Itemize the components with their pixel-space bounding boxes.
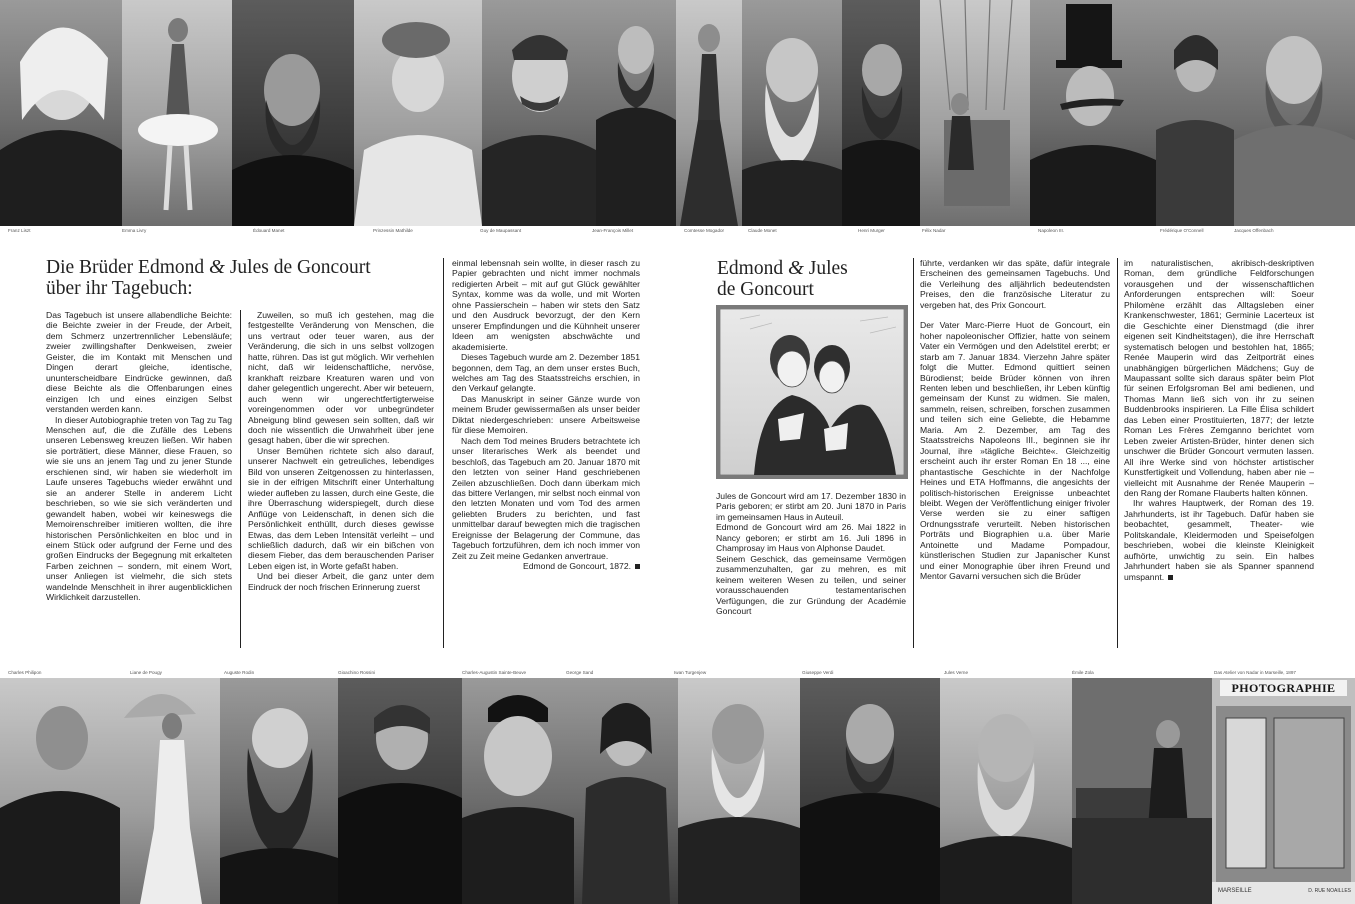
left-title-ampersand: & xyxy=(209,256,225,278)
caption-philipon: Charles Philipon xyxy=(8,670,42,675)
portrait-photo-sand xyxy=(574,678,678,904)
portrait-photo-zola xyxy=(1072,678,1212,904)
studio-caption-right: D. RUE NOAILLES xyxy=(1308,888,1351,894)
right-page-title xyxy=(717,258,848,300)
end-mark xyxy=(635,564,640,569)
portrait-photo-verdi xyxy=(800,678,940,904)
portrait-photo-nadar xyxy=(920,0,1030,226)
column-divider xyxy=(443,258,444,648)
lede-jules: Jules de Goncourt wird am 17. Dezember 1830 in Paris geboren; er stirbt am 20. Juni 1870 in Paris im gemeinsamen Haus in Auteuil. xyxy=(716,491,906,522)
column-divider xyxy=(240,310,241,648)
portrait-photo-millet xyxy=(596,0,676,226)
caption-nadar: Félix Nadar xyxy=(922,228,946,233)
paragraph: Und bei dieser Arbeit, die ganz unter dem Eindruck der noch frischen Erinnerung zuerst xyxy=(248,571,434,592)
column-divider xyxy=(1117,258,1118,648)
right-column-3 xyxy=(1124,258,1314,650)
paragraph: Zuweilen, so muß ich gestehen, mag die festgestellte Veränderung von Menschen, die uns vertraut oder teuer waren, aus der Veränderung, die sich in uns selbst vollzogen hatte, rühren. Das ist gut möglich. Wir verhehlen nicht, daß wir leidenschaftliche, nervöse, krankhaft reizbare Kreaturen waren und von daher gelegentlich ungerecht. Aber wir beteuern, auch wenn wir ungerechtfertigterweise voreingenommen oder vor unbegründeter Abneigung blind gewesen sein sollten, daß wir doch nie wissentlich die Unwahrheit über jene gesagt haben, über die wir sprechen. xyxy=(248,310,434,446)
caption-millet: Jean-François Millet xyxy=(592,228,634,233)
caption-oconnell: Frédérique O'Connell xyxy=(1160,228,1204,233)
right-title-part2: Jules xyxy=(803,258,848,279)
left-column-1 xyxy=(46,310,232,650)
portrait-photo-murger xyxy=(842,0,920,226)
caption-verdi: Giuseppe Verdi xyxy=(802,670,834,675)
lede-edmond: Edmond de Goncourt wird am 26. Mai 1822 in Nancy geboren; er stirbt am 16. Juli 1896 in Champrosay im Haus von Alphonse Daudet. xyxy=(716,522,906,554)
caption-maupassant: Guy de Maupassant xyxy=(480,228,522,233)
right-title-ampersand: & xyxy=(787,257,804,279)
paragraph: Das Manuskript in seiner Gänze wurde von meinem Bruder gewissermaßen als unser beider Diktat niedergeschrieben: unsere Arbeitsweise für diese Memoiren. xyxy=(452,393,640,436)
paragraph-text: Ihr wahres Hauptwerk, der Roman des 19. Jahrhunderts, ist ihr Tagebuch. Dafür haben sie beobachtet, gesammelt, Theater- wie Politskandale, Kleidermoden und Speisefolgen beschrieben, wobei die kleinste Kleinigkeit aufhörte, unwichtig zu sein. Ein halbes Jahrhundert haben sie als Spanner spannend umspannt. xyxy=(1124,498,1314,582)
portrait-photo-manet xyxy=(232,0,354,226)
right-lede xyxy=(716,491,906,616)
paragraph xyxy=(1124,498,1314,582)
caption-manet: Édouard Manet xyxy=(253,228,285,233)
paragraph: In dieser Autobiographie treten von Tag zu Tag Menschen auf, die die Zufälle des Lebens unseren Lebensweg kreuzen ließen. Wir haben sie porträtiert, diese Männer, diese Frauen, so wie sie uns an jenem Tag und zu jener Stunde erschienen sind, wir haben sie wiederholt im Laufe unseres Tagebuchs wieder erwähnt und sie an anderer Stelle in anderem Licht beschrieben, so wie sie sich veränderten und gewandelt haben, wobei wir keineswegs die Memoirenschreiber imitieren wollten, die ihre historischen Persönlichkeiten en bloc und in einem Stück oder aufgrund der Ferne und des großen Eindrucks der Begegnung mit erkalteten Farben zeichnen – sondern, mit einem Wort, unser Anliegen ist vielmehr, die sich stets wandelnde Menschheit in ihrer augenblicklichen Wirklichkeit darzustellen. xyxy=(46,414,232,603)
portrait-photo-turgenjew xyxy=(678,678,800,904)
studio-sign: PHOTOGRAPHIE xyxy=(1220,680,1347,696)
left-title-line2: über ihr Tagebuch: xyxy=(46,278,193,299)
portrait-photo-verne xyxy=(940,678,1072,904)
portrait-photo-monet xyxy=(742,0,842,226)
caption-sand: George Sand xyxy=(566,670,594,675)
portrait-photo-pougy xyxy=(120,678,220,904)
portrait-photo-livry xyxy=(122,0,232,226)
caption-pougy: Liane de Pougy xyxy=(130,670,162,675)
portrait-photo-maupassant xyxy=(482,0,596,226)
caption-murger: Henri Murger xyxy=(858,228,885,233)
right-title-line2: de Goncourt xyxy=(717,279,814,300)
caption-mogador: Comtesse Mogador xyxy=(684,228,725,233)
caption-rodin: Auguste Rodin xyxy=(224,670,255,675)
caption-turgenjew: Iwan Turgenjew xyxy=(674,670,707,675)
portrait-photo-offenbach xyxy=(1234,0,1355,226)
right-title-part1: Edmond xyxy=(717,258,788,279)
left-title-part2: Jules de Goncourt xyxy=(224,257,371,278)
caption-livry: Emma Livry xyxy=(122,228,147,233)
caption-rossini: Gioachino Rossini xyxy=(338,670,376,675)
goncourt-brothers-engraving xyxy=(716,305,908,479)
caption-monet: Claude Monet xyxy=(748,228,777,233)
paragraph: Unser Bemühen richtete sich also darauf, unserer Nachwelt ein getreuliches, lebendiges Bild von unseren Zeitgenossen zu hinterlassen, sie in der eifrigen Mitschrift einer Unterhaltung wieder aufleben zu lassen, durch eine Geste, die ihre Überraschung widerspiegelt, durch diese Anflüge von Leidenschaft, in denen sich die Persönlichkeit enthüllt, durch dieses gewisse Etwas, das dem Leben Intensität verleiht – und schließlich dadurch, daß wir ein bißchen von diesem Fieber, das dem berauschenden Pariser Leben eigen ist, in Worte gefaßt haben. xyxy=(248,445,434,571)
lede-inheritance: Seinem Geschick, das gemeinsame Vermögen zusammenzuhalten, gar zu mehren, es mit keinem weiteren Wesen zu teilen, und seiner vorausschauenden testamentarischen Verfügungen, die zur Gründung der Académie Goncourt xyxy=(716,553,906,616)
left-page-title xyxy=(46,257,371,299)
column-divider xyxy=(913,258,914,648)
portrait-photo-liszt xyxy=(0,0,122,226)
paragraph: einmal lebensnah sein wollte, in dieser rasch zu Papier gebrachten und nicht immer nochmals redigierten Arbeit – mit auf gut Glück gewählter Syntax, komme was da wolle, und mit Worten ohne Passierschein – haben wir stets den Satz und den Ausdruck bevorzugt, der den Kern unserer Empfindungen und die Kühnheit unserer Ideen am wenigsten abschwächte und akademisierte. xyxy=(452,258,640,352)
caption-napoleon: Napoleon III. xyxy=(1038,228,1065,233)
right-column-2 xyxy=(920,258,1110,650)
left-title-part1: Die Brüder Edmond xyxy=(46,257,210,278)
left-column-2 xyxy=(248,310,434,650)
portrait-photo-oconnell xyxy=(1156,0,1234,226)
caption-zola: Émile Zola xyxy=(1072,670,1094,675)
portrait-photo-philipon xyxy=(0,678,120,904)
caption-nadar-studio: Das Atelier von Nadar in Marseille, 1897 xyxy=(1214,670,1296,675)
nadar-studio-photo xyxy=(1212,678,1355,904)
portrait-photo-napoleon xyxy=(1030,0,1156,226)
studio-caption-left: MARSEILLE xyxy=(1218,888,1252,894)
paragraph: führte, verdanken wir das späte, dafür integrale Erscheinen des gemeinsamen Tagebuchs. Und die Verleihung des alljährlich bedeutendsten Preises, den die französische Literatur zu vergeben hat, des Prix Goncourt. xyxy=(920,258,1110,310)
paragraph: Dieses Tagebuch wurde am 2. Dezember 1851 begonnen, dem Tag, an dem unser erstes Buch, welches am Tag des Staatsstreichs erschien, in den Verkauf gelangte. xyxy=(452,352,640,394)
caption-sainte-beuve: Charles-Augustin Sainte-Beuve xyxy=(462,670,527,675)
caption-offenbach: Jacques Offenbach xyxy=(1234,228,1274,233)
paragraph: Der Vater Marc-Pierre Huot de Goncourt, ein hoher napoleonischer Offizier, hatte von seinem Vater ein Vermögen und den Adelstitel ererbt; er starb am 7. Januar 1834. Vierzehn Jahre später folgt die Mutter. Edmond quittiert seinen Bürodienst; beide Brüder können von ihren Renten leben und beschließen, ihr Leben künftig gemeinsam der Kunst zu widmen. Sie malen, sammeln, reisen, schreiben, forschen zusammen und teilen sich eine Geliebte, die Hebamme Maria. Am 2. Dezember, am Tag des Staatsstreichs Napoleons III., beginnen sie ihr Journal, ihre »tägliche Beichte«. Gleichzeitig erscheint auch ihr erster Roman En 18 ..., eine phantastische Geschichte in der Nachfolge Heines und ETA Hoffmanns, die angesichts der politisch-historischen Ereignisse unbeachtet bleibt. Wegen der Veröffentlichung einiger frivoler Verse werden sie zu einer saftigen Ordnungsstrafe verurteilt. Neben historischen Porträts und Biographien u.a. über Marie Antoinette und Madame Pompadour, künstlerischen Studien zur Japanischer Kunst und einer Monographie über ihren Freund und Mentor Gavarni versuchen sich die Brüder xyxy=(920,320,1110,582)
caption-mathilde: Prinzessin Mathilde xyxy=(373,228,413,233)
portrait-photo-rossini xyxy=(338,678,462,904)
paragraph: Das Tagebuch ist unsere allabendliche Beichte: die Beichte zweier in der Freude, der Arbeit, dem Schmerz unzertrennlicher Lebensläufe; zweier zwillingshafter Denkweisen, zweier Geister, die im Kontakt mit Menschen und Dingen derart gleiche, identische, ununterscheidbare Eindrücke gewinnen, daß diese Beichte als die Offenbarungen eines einzigen Ich und eines einzigen Selbst verstanden werden kann. xyxy=(46,310,232,415)
portrait-photo-sainte-beuve xyxy=(462,678,574,904)
portrait-photo-mathilde xyxy=(354,0,482,226)
signature-text: Edmond de Goncourt, 1872. xyxy=(523,561,631,572)
portrait-photo-mogador xyxy=(676,0,742,226)
paragraph: Nach dem Tod meines Bruders betrachtete ich unser literarisches Werk als beendet und beschloß, das Tagebuch am 20. Januar 1870 mit den letzten von seiner Hand geschriebenen Zeilen abzuschließen. Doch dann überkam mich das bittere Verlangen, mir selbst noch einmal von den letzten Monaten und vom Tod des armen geliebten Bruders zu berichten, und fast unmittelbar darauf bewegten mich die tragischen Ereignisse der Belagerung der Commune, das Tagebuch fortzuführen, dem ich noch immer von Zeit zu Zeit meine Gedanken anvertraue. xyxy=(452,435,640,561)
signature xyxy=(452,561,640,571)
end-mark xyxy=(1168,575,1173,580)
caption-liszt: Franz Liszt xyxy=(8,228,31,233)
left-column-3 xyxy=(452,258,640,650)
caption-verne: Jules Verne xyxy=(944,670,969,675)
portrait-photo-rodin xyxy=(220,678,338,904)
paragraph: im naturalistischen, akribisch-deskriptiven Roman, dem gründliche Feldforschungen vorausgehen und der wissenschaftlichen Anforderungen entsprechen will: Soeur Philomène erzählt das Alltagsleben einer Krankenschwester, 1861; Germinie Lacerteux ist die Geschichte einer Dienstmagd (die ihrer eigenen seit Kindheitstagen), die ihre Herrschaft systematisch belogen und bestohlen hat, 1865; Renée Mauperin wird das Zeitporträt eines unabhängigen bürgerlichen Mädchens; Guy de Maupassant sollte sich daraus später beim Plot für seinen Erfolgsroman Bel ami bedienen, und Thomas Mann ließ sich von ihr zu seinen Buddenbrooks inspirieren. La Fille Élisa schildert das Leben einer Prostituierten, 1877; der letzte Roman Les Frères Zemganno berichtet vom Leben zweier Artisten-Brüder, hinter denen sich unschwer die Brüder Goncourt vermuten lassen. All ihre Werke sind von höchster artistischer Kunstfertigkeit und Vollendung, haben aber nie – vielleicht mit Ausnahme der Renée Mauperin – den Rang der Romane Flauberts halten können. xyxy=(1124,258,1314,498)
